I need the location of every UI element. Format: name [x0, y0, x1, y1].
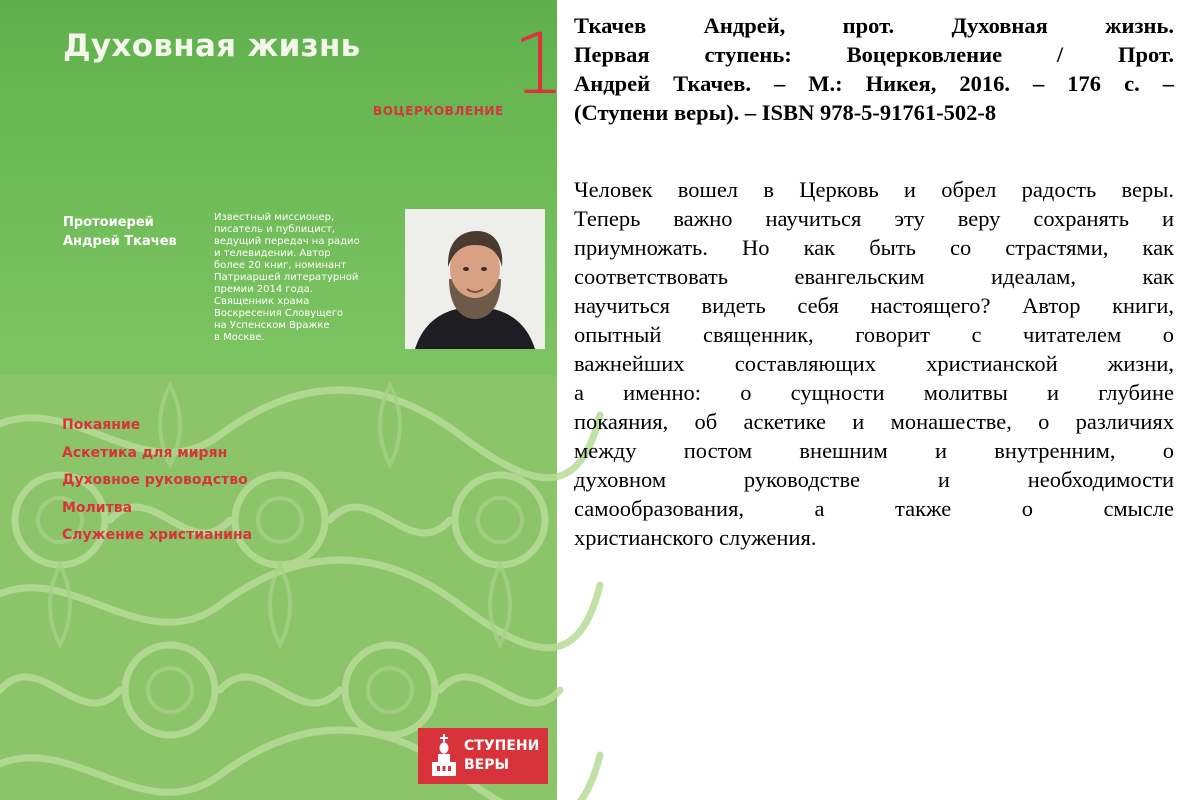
description-line: научиться видеть себя настоящего? Автор книги, — [574, 293, 1174, 318]
series-name-line2: ВЕРЫ — [464, 757, 510, 773]
volume-number: 1 — [512, 15, 566, 113]
citation-line: (Ступени веры). – ISBN 978-5-91761-502-8 — [574, 100, 997, 125]
author-photo — [405, 209, 545, 349]
church-icon — [430, 734, 458, 778]
author-bio-line: премии 2014 года. — [214, 284, 313, 295]
topic-item: Духовное руководство — [62, 472, 248, 488]
author-bio-line: ведущий передач на радио — [214, 236, 360, 247]
author-bio-line: писатель и публицист, — [214, 224, 336, 235]
description-line: важнейших составляющих христианской жизни, — [574, 351, 1174, 376]
citation-line: Ткачев Андрей, прот. Духовная жизнь. — [574, 13, 1174, 38]
author-name: Андрей Ткачев — [63, 234, 177, 249]
description-line: Теперь важно научиться эту веру сохранять и — [574, 206, 1174, 231]
series-name-line1: СТУПЕНИ — [464, 738, 540, 754]
description-line: соответствовать евангельским идеалам, как — [574, 264, 1174, 289]
book-cover — [0, 0, 566, 800]
author-bio-line: Воскресения Словущего — [214, 308, 344, 319]
citation-line: Андрей Ткачев. – М.: Никея, 2016. – 176 с. – — [574, 71, 1174, 96]
topic-list — [62, 415, 252, 553]
topic-item: Покаяние — [62, 417, 141, 433]
author-bio-line: и телевидении. Автор — [214, 248, 331, 259]
author-bio-line: в Москве. — [214, 332, 265, 343]
description-line: опытный священник, говорит с читателем о — [574, 322, 1174, 347]
description-line: христианского служения. — [574, 525, 817, 550]
author-bio-line: более 20 книг, номинант — [214, 260, 347, 271]
book-description — [574, 175, 1174, 552]
author-bio-line: Известный миссионер, — [214, 212, 335, 223]
author-role: Протоиерей — [63, 215, 154, 230]
description-line: между постом внешним и внутренним, о — [574, 438, 1174, 463]
description-line: покаяния, об аскетике и монашестве, о различиях — [574, 409, 1174, 434]
cover-title: Духовная жизнь — [63, 28, 361, 64]
author-bio — [214, 212, 374, 344]
series-badge — [418, 728, 548, 784]
topic-item: Аскетика для мирян — [62, 444, 228, 461]
author-bio-line: Священник храма — [214, 296, 310, 307]
bibliographic-citation — [574, 11, 1174, 127]
description-line: самообразования, а также о смысле — [574, 496, 1174, 521]
topic-item: Служение христианина — [62, 527, 253, 543]
citation-line: Первая ступень: Воцерковление / Прот. — [574, 42, 1174, 67]
volume-subtitle: ВОЦЕРКОВЛЕНИЕ — [373, 104, 504, 118]
description-line: духовном руководстве и необходимости — [574, 467, 1174, 492]
author-bio-line: на Успенском Вражке — [214, 320, 330, 331]
topic-item: Молитва — [62, 499, 133, 516]
description-line: Человек вошел в Церковь и обрел радость веры. — [574, 177, 1174, 202]
description-line: а именно: о сущности молитвы и глубине — [574, 380, 1174, 405]
description-line: приумножать. Но как быть со страстями, как — [574, 235, 1174, 260]
author-bio-line: Патриаршей литературной — [214, 272, 359, 283]
